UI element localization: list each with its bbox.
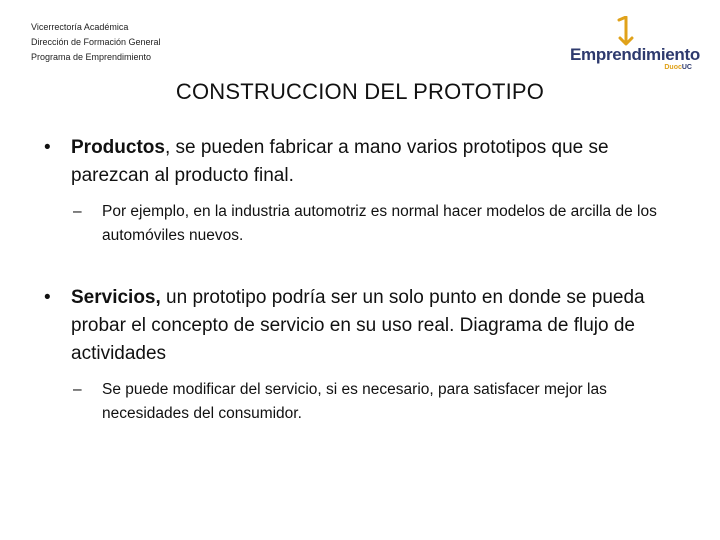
bullet-main bbox=[44, 134, 684, 190]
header-line-vicerrectoria: Vicerrectoría Académica bbox=[31, 22, 129, 32]
bullet-keyword: Productos bbox=[71, 137, 165, 158]
slide-title: CONSTRUCCION DEL PROTOTIPO bbox=[175, 79, 545, 104]
bullet-dot: • bbox=[44, 137, 51, 158]
bullet-text: , se pueden fabricar a mano varios prototipos que se parezcan al producto final. bbox=[71, 137, 609, 186]
logo-duocuc bbox=[664, 64, 692, 71]
bullet-dot: • bbox=[44, 287, 51, 308]
bullet-productos bbox=[44, 134, 684, 248]
header-line-programa: Programa de Emprendimiento bbox=[31, 52, 152, 62]
logo-wordmark: Emprendimiento bbox=[570, 45, 700, 64]
header-line-direccion: Dirección de Formación General bbox=[31, 37, 161, 47]
emprendimiento-logo bbox=[570, 16, 698, 72]
sub-bullet bbox=[73, 200, 684, 248]
bullet-text: un prototipo podría ser un solo punto en donde se pueda probar el concepto de servicio en su uso real. Diagrama de flujo de actividades bbox=[71, 287, 645, 364]
sub-bullet-dash: – bbox=[73, 203, 82, 220]
logo-uc: UC bbox=[681, 64, 692, 71]
logo-duoc: Duoc bbox=[664, 64, 682, 71]
bullet-keyword: Servicios, bbox=[71, 287, 161, 308]
sub-bullet-text: Se puede modificar del servicio, si es necesario, para satisfacer mejor las necesidades del consumidor. bbox=[102, 381, 607, 422]
institution-header bbox=[31, 20, 161, 65]
bullet-main bbox=[44, 284, 684, 368]
logo-arrow-icon bbox=[614, 16, 640, 46]
sub-bullet-dash: – bbox=[73, 381, 82, 398]
bullet-servicios bbox=[44, 284, 684, 426]
sub-bullet-text: Por ejemplo, en la industria automotriz es normal hacer modelos de arcilla de los automóviles nuevos. bbox=[102, 203, 657, 244]
sub-bullet bbox=[73, 378, 684, 426]
